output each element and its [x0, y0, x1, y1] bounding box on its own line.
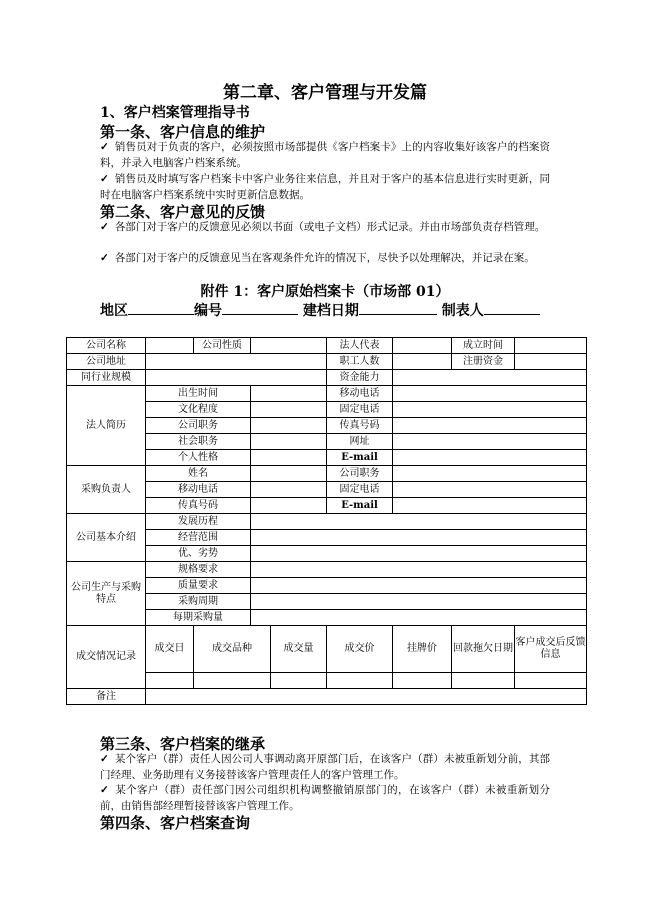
list-price-header: 挂牌价 [393, 626, 452, 673]
item-text: 销售员对于负责的客户，必须按照市场部提供《客户档案卡》上的内容收集好该客户的档案资料，并录入电脑客户档案系统。 [100, 141, 550, 169]
buyer-fax-label: 传真号码 [146, 498, 251, 514]
date-field[interactable] [359, 300, 437, 315]
deal-qty-header: 成交量 [271, 626, 327, 673]
article3-title: 第三条、客户档案的继承 [100, 735, 266, 753]
article3-item-1 [100, 751, 550, 783]
check-icon: ✓ [100, 784, 110, 796]
personality-value[interactable] [251, 450, 327, 466]
deal-date-header: 成交日 [146, 626, 194, 673]
spec-req-value[interactable] [251, 562, 587, 578]
spec-req-label: 规格要求 [146, 562, 251, 578]
deal-product-header: 成交品种 [194, 626, 271, 673]
overdue-header: 回款拖欠日期 [452, 626, 515, 673]
established-value[interactable] [515, 338, 587, 354]
check-icon: ✓ [100, 173, 109, 185]
buyer-position-label: 公司职务 [327, 466, 393, 482]
deal-product-cell[interactable] [194, 673, 271, 689]
article4-title: 第四条、客户档案查询 [100, 814, 251, 832]
position-label: 公司职务 [146, 418, 251, 434]
article1-title: 第一条、客户信息的维护 [100, 123, 266, 141]
website-label: 网址 [327, 434, 393, 450]
production-label: 公司生产与采购特点 [67, 562, 146, 626]
social-role-value[interactable] [251, 434, 327, 450]
item-text: 各部门对于客户的反馈意见必须以书面（或电子文档）形式记录。并由市场部负责存档管理。 [114, 221, 546, 233]
item-text: 各部门对于客户的反馈意见当在客观条件允许的情况下，尽快予以处理解决，并记录在案。 [114, 252, 535, 264]
region-field[interactable] [128, 300, 194, 315]
buyer-email-value[interactable] [393, 498, 587, 514]
landline-label: 固定电话 [327, 402, 393, 418]
article3-item-2 [100, 782, 550, 814]
deal-date-cell[interactable] [146, 673, 194, 689]
position-value[interactable] [251, 418, 327, 434]
article2-title: 第二条、客户意见的反馈 [100, 203, 266, 221]
date-label: 建档日期 [302, 303, 359, 319]
buyer-mobile-label: 移动电话 [146, 482, 251, 498]
remarks-label: 备注 [67, 689, 146, 705]
reg-capital-label: 注册资金 [452, 354, 515, 370]
monthly-volume-label: 每期采购量 [146, 610, 251, 626]
history-value[interactable] [251, 514, 587, 530]
mobile-label: 移动电话 [327, 386, 393, 402]
feedback-header: 客户成交后反馈信息 [515, 626, 587, 673]
article2-item-2 [100, 250, 550, 266]
deal-qty-cell[interactable] [271, 673, 327, 689]
check-icon: ✓ [100, 221, 109, 233]
personality-label: 个人性格 [146, 450, 251, 466]
buyer-landline-label: 固定电话 [327, 482, 393, 498]
address-value[interactable] [146, 354, 327, 370]
legal-rep-label: 法人代表 [327, 338, 393, 354]
article1-item-1 [100, 139, 550, 171]
deal-record-label: 成交情况记录 [67, 626, 146, 689]
attachment-title: 附件 1：客户原始档案卡（市场部 01） [200, 284, 450, 300]
maker-field[interactable] [484, 300, 540, 315]
purchase-cycle-label: 采购周期 [146, 594, 251, 610]
item-text: 销售员及时填写客户档案卡中客户业务往来信息，并且对于客户的基本信息进行实时更新，同时在电脑客户档案系统中实时更新信息数据。 [100, 173, 550, 201]
funding-value[interactable] [393, 370, 587, 386]
business-scope-label: 经营范围 [146, 530, 251, 546]
company-nature-label: 公司性质 [194, 338, 251, 354]
monthly-volume-value[interactable] [251, 610, 587, 626]
check-icon: ✓ [100, 252, 109, 264]
email-value[interactable] [393, 450, 587, 466]
company-intro-label: 公司基本介绍 [67, 514, 146, 562]
buyer-email-label: E-mail [327, 498, 393, 514]
check-icon: ✓ [100, 141, 109, 153]
article1-item-2 [100, 171, 550, 203]
address-label: 公司地址 [67, 354, 146, 370]
employees-label: 职工人数 [327, 354, 393, 370]
fax-label: 传真号码 [327, 418, 393, 434]
maker-label: 制表人 [441, 303, 484, 319]
number-field[interactable] [222, 300, 298, 315]
mobile-value[interactable] [393, 386, 587, 402]
company-name-label: 公司名称 [67, 338, 146, 354]
customer-archive-table [66, 337, 587, 705]
birth-value[interactable] [251, 386, 327, 402]
check-icon: ✓ [100, 753, 109, 765]
chapter-title: 第二章、客户管理与开发篇 [223, 83, 427, 103]
buyer-name-label: 姓名 [146, 466, 251, 482]
email-label: E-mail [327, 450, 393, 466]
remarks-value[interactable] [146, 689, 587, 705]
overdue-cell[interactable] [452, 673, 515, 689]
deal-price-header: 成交价 [327, 626, 393, 673]
purchase-cycle-value[interactable] [251, 594, 587, 610]
history-label: 发展历程 [146, 514, 251, 530]
established-label: 成立时间 [452, 338, 515, 354]
company-name-value[interactable] [146, 338, 194, 354]
employees-value[interactable] [393, 354, 452, 370]
deal-price-cell[interactable] [327, 673, 393, 689]
item-text: 某个客户（群）责任部门因公司组织机构调整撤销原部门的，在该客户（群）未被重新划分前，由销售部经理暂接替该客户管理工作。 [100, 784, 550, 812]
number-label: 编号 [194, 303, 222, 319]
region-label: 地区 [100, 303, 128, 319]
landline-value[interactable] [393, 402, 587, 418]
list-price-cell[interactable] [393, 673, 452, 689]
industry-scale-label: 同行业规模 [67, 370, 146, 386]
item-text: 某个客户（群）责任人因公司人事调动离开原部门后，在该客户（群）未被重新划分前，其部门经理、业务助理有义务接替该客户管理责任人的客户管理工作。 [100, 753, 550, 781]
fax-value[interactable] [393, 418, 587, 434]
buyer-fax-value[interactable] [251, 498, 327, 514]
meta-line [100, 300, 560, 320]
section-title: 1、客户档案管理指导书 [100, 105, 250, 121]
website-value[interactable] [393, 434, 587, 450]
buyer-position-value[interactable] [393, 466, 587, 482]
quality-req-value[interactable] [251, 578, 587, 594]
company-nature-value[interactable] [251, 338, 327, 354]
feedback-cell[interactable] [515, 673, 587, 689]
industry-scale-value[interactable] [146, 370, 327, 386]
strengths-label: 优、劣势 [146, 546, 251, 562]
social-role-label: 社会职务 [146, 434, 251, 450]
reg-capital-value[interactable] [515, 354, 587, 370]
birth-label: 出生时间 [146, 386, 251, 402]
legal-rep-value[interactable] [393, 338, 452, 354]
education-label: 文化程度 [146, 402, 251, 418]
buyer-label: 采购负责人 [67, 466, 146, 514]
buyer-landline-value[interactable] [393, 482, 587, 498]
strengths-value[interactable] [251, 546, 587, 562]
buyer-mobile-value[interactable] [251, 482, 327, 498]
business-scope-value[interactable] [251, 530, 587, 546]
education-value[interactable] [251, 402, 327, 418]
article2-item-1 [100, 219, 550, 235]
funding-label: 资金能力 [327, 370, 393, 386]
legal-profile-label: 法人简历 [67, 386, 146, 466]
buyer-name-value[interactable] [251, 466, 327, 482]
quality-req-label: 质量要求 [146, 578, 251, 594]
